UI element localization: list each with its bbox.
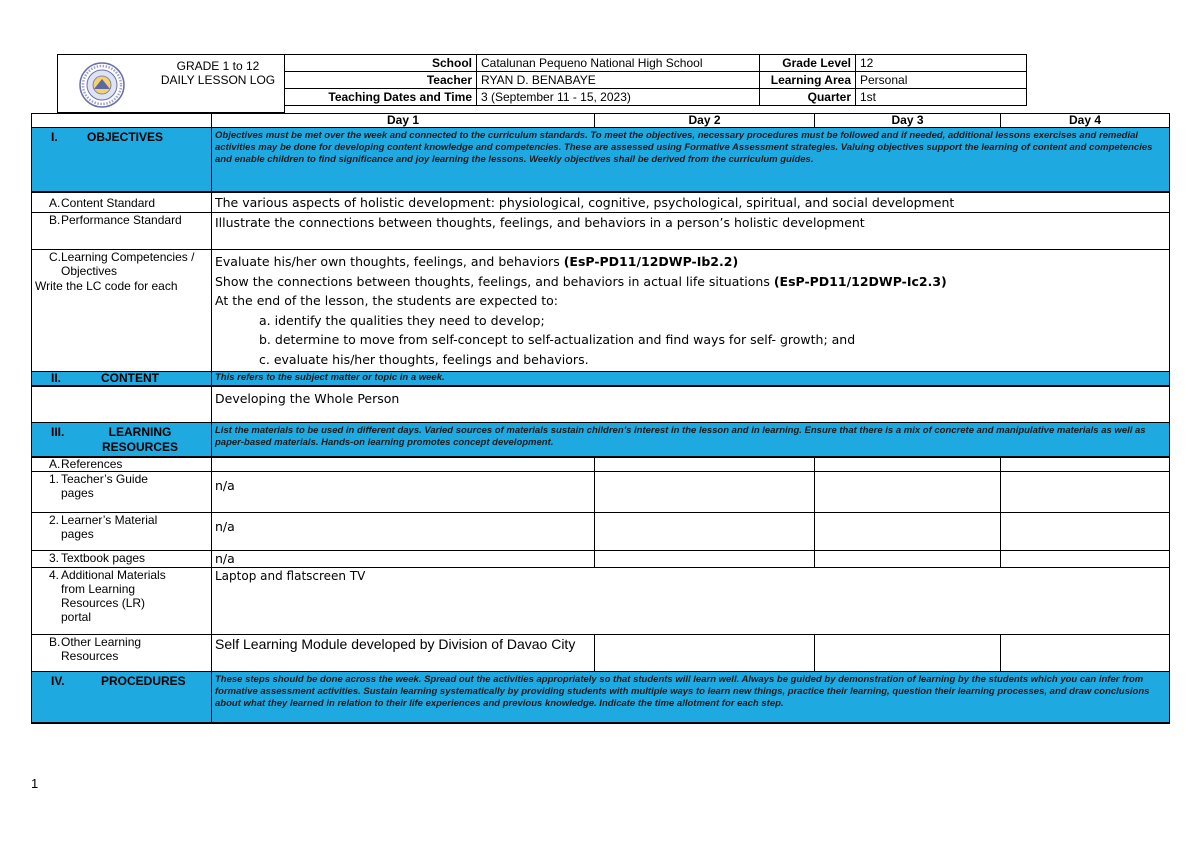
references-day1 xyxy=(212,457,595,472)
competencies-value-cell xyxy=(212,250,1170,372)
competency-line-2 xyxy=(215,272,1166,292)
procedures-instruction: These steps should be done across the week. Spread out the activities appropriately so that students will learn well. Always be guided by demonstration of learning by the students which you can infer from formative assessment activities. Sustain learning systematically by providing students with multiple ways to learn new things, practice their learning, question their learning processes, and draw conclusions about what they learned in relation to their life experiences and previous knowledge. Indicate the time allotment for each step. xyxy=(212,671,1170,723)
references-day3 xyxy=(815,457,1001,472)
other-resources-day3 xyxy=(815,634,1001,671)
references-num: A. xyxy=(49,456,61,471)
learning-area-value: Personal xyxy=(856,72,1027,89)
competency-text-1: Evaluate his/her own thoughts, feelings, and behaviors xyxy=(215,254,564,269)
day-3-header: Day 3 xyxy=(815,114,1001,128)
references-label: References xyxy=(61,456,123,471)
content-standard-row xyxy=(32,192,1170,213)
references-row xyxy=(32,457,1170,472)
procedures-num: IV. xyxy=(51,673,65,688)
quarter-label: Quarter xyxy=(760,89,856,106)
objectives-num: I. xyxy=(51,130,58,144)
competencies-label-cell xyxy=(32,250,212,372)
additional-materials-num: 4. xyxy=(49,567,60,582)
objectives-section-row xyxy=(32,128,1170,192)
additional-materials-row xyxy=(32,567,1170,634)
teachers-guide-value: n/a xyxy=(212,471,595,512)
textbook-label-cell xyxy=(32,550,212,567)
objective-item-c: c. evaluate his/her thoughts, feelings and behaviors. xyxy=(259,351,589,367)
other-resources-day2 xyxy=(595,634,815,671)
resources-title: LEARNING RESOURCES xyxy=(101,425,178,454)
learners-material-num: 2. xyxy=(49,512,60,527)
other-resources-day4 xyxy=(1001,634,1170,671)
objectives-heading xyxy=(32,128,212,192)
procedures-heading xyxy=(32,671,212,723)
objectives-instruction: Objectives must be met over the week and connected to the curriculum standards. To meet the objectives, necessary procedures must be followed and if needed, additional lessons exercises and remedial activities may be done for developing content knowledge and competencies. These are assessed using Formative Assessment strategies. Valuing objectives support the learning of content and competencies and enable children to find significance and joy learning the lessons. Weekly objectives shall be derived from the curriculum guides. xyxy=(212,128,1170,192)
competency-line-3: At the end of the lesson, the students are expected to: xyxy=(215,293,558,308)
teachers-guide-row xyxy=(32,471,1170,512)
school-value: Catalunan Pequeno National High School xyxy=(477,55,760,72)
header-info-table xyxy=(284,54,1027,106)
additional-materials-label-cell xyxy=(32,567,212,634)
teachers-guide-label: Teacher’s Guide pages xyxy=(61,471,148,500)
teachers-guide-day2 xyxy=(595,471,815,512)
empty-corner-cell xyxy=(32,114,212,128)
content-standard-value: The various aspects of holistic development: physiological, cognitive, psychological, spiritual, and social development xyxy=(212,192,1170,213)
learners-material-label: Learner’s Material pages xyxy=(61,512,158,541)
lesson-log-table xyxy=(31,113,1170,724)
textbook-day4 xyxy=(1001,550,1170,567)
teacher-label: Teacher xyxy=(285,72,477,89)
other-resources-label: Other Learning Resources xyxy=(61,634,142,663)
content-instruction: This refers to the subject matter or topic in a week. xyxy=(212,372,1170,386)
resources-section-row xyxy=(32,423,1170,457)
competency-text-2: Show the connections between thoughts, feelings, and behaviors in actual life situations xyxy=(215,273,774,289)
teachers-guide-day4 xyxy=(1001,471,1170,512)
quarter-value: 1st xyxy=(856,89,1027,106)
content-standard-num: A. xyxy=(49,195,61,210)
procedures-title: PROCEDURES xyxy=(101,673,186,688)
teaching-dates-label: Teaching Dates and Time xyxy=(285,89,477,106)
additional-materials-value: Laptop and flatscreen TV xyxy=(212,567,1170,634)
performance-standard-label-cell xyxy=(32,213,212,250)
teachers-guide-label-cell xyxy=(32,471,212,512)
competencies-label2: Write the LC code for each xyxy=(35,279,178,293)
other-resources-num: B. xyxy=(49,634,61,649)
resources-instruction: List the materials to be used in different days. Varied sources of materials sustain children’s interest in the lesson and in learning. Ensure that there is a mix of concrete and manipulative materials as well as paper-based materials. Hands-on learning promotes concept development. xyxy=(212,423,1170,457)
textbook-num: 3. xyxy=(49,550,60,565)
day-4-header: Day 4 xyxy=(1001,114,1170,128)
references-day4 xyxy=(1001,457,1170,472)
performance-standard-label: Performance Standard xyxy=(61,213,182,227)
learning-area-label: Learning Area xyxy=(760,72,856,89)
content-standard-label-cell xyxy=(32,192,212,213)
competencies-row xyxy=(32,250,1170,372)
day-1-header: Day 1 xyxy=(212,114,595,128)
competency-line-1 xyxy=(215,252,1166,272)
objective-item-b: b. determine to move from self-concept to self-actualization and find ways for self- growth; and xyxy=(259,332,856,347)
content-empty-cell xyxy=(32,386,212,423)
textbook-row xyxy=(32,550,1170,567)
learners-material-day2 xyxy=(595,512,815,550)
content-value-row xyxy=(32,386,1170,423)
deped-seal-icon xyxy=(78,61,126,109)
teachers-guide-day3 xyxy=(815,471,1001,512)
textbook-day2 xyxy=(595,550,815,567)
resources-num: III. xyxy=(51,425,65,439)
teaching-dates-value: 3 (September 11 - 15, 2023) xyxy=(477,89,760,106)
references-label-cell xyxy=(32,457,212,472)
resources-heading xyxy=(32,423,212,457)
objectives-title: OBJECTIVES xyxy=(87,130,164,144)
performance-standard-row xyxy=(32,213,1170,250)
teachers-guide-num: 1. xyxy=(49,471,60,486)
competency-code-1: (EsP-PD11/12DWP-Ib2.2) xyxy=(563,254,739,269)
objective-item-a: a. identify the qualities they need to develop; xyxy=(259,312,545,328)
learners-material-value: n/a xyxy=(212,512,595,550)
content-heading xyxy=(32,372,212,386)
textbook-value: n/a xyxy=(212,550,595,567)
learners-material-day4 xyxy=(1001,512,1170,550)
other-resources-label-cell xyxy=(32,634,212,671)
learners-material-row xyxy=(32,512,1170,550)
procedures-section-row xyxy=(32,671,1170,723)
other-resources-value: Self Learning Module developed by Division of Davao City xyxy=(212,634,595,671)
page-number: 1 xyxy=(31,776,39,791)
additional-materials-label: Additional Materials from Learning Resources (LR) portal xyxy=(61,567,166,624)
content-section-row xyxy=(32,372,1170,386)
school-label: School xyxy=(285,55,477,72)
learners-material-label-cell xyxy=(32,512,212,550)
content-title: CONTENT xyxy=(101,371,159,385)
competencies-num: C. xyxy=(49,250,61,264)
header-title-line2: DAILY LESSON LOG xyxy=(160,73,276,87)
competency-code-2: (EsP-PD11/12DWP-Ic2.3) xyxy=(773,273,947,289)
performance-standard-num: B. xyxy=(49,213,61,227)
header-title-block xyxy=(57,54,285,113)
other-resources-row xyxy=(32,634,1170,671)
teacher-value: RYAN D. BENABAYE xyxy=(477,72,760,89)
day-header-row xyxy=(32,114,1170,128)
day-2-header: Day 2 xyxy=(595,114,815,128)
learners-material-day3 xyxy=(815,512,1001,550)
content-num: II. xyxy=(51,371,62,385)
textbook-label: Textbook pages xyxy=(61,550,146,565)
content-value: Developing the Whole Person xyxy=(212,386,1170,423)
content-standard-label: Content Standard xyxy=(61,195,156,210)
header-title-line1: GRADE 1 to 12 xyxy=(176,59,260,73)
textbook-day3 xyxy=(815,550,1001,567)
competencies-label: Learning Competencies / Objectives xyxy=(61,250,195,278)
performance-standard-value: Illustrate the connections between thoughts, feelings, and behaviors in a person’s holistic development xyxy=(212,213,1170,250)
references-day2 xyxy=(595,457,815,472)
grade-level-value: 12 xyxy=(856,55,1027,72)
grade-level-label: Grade Level xyxy=(760,55,856,72)
